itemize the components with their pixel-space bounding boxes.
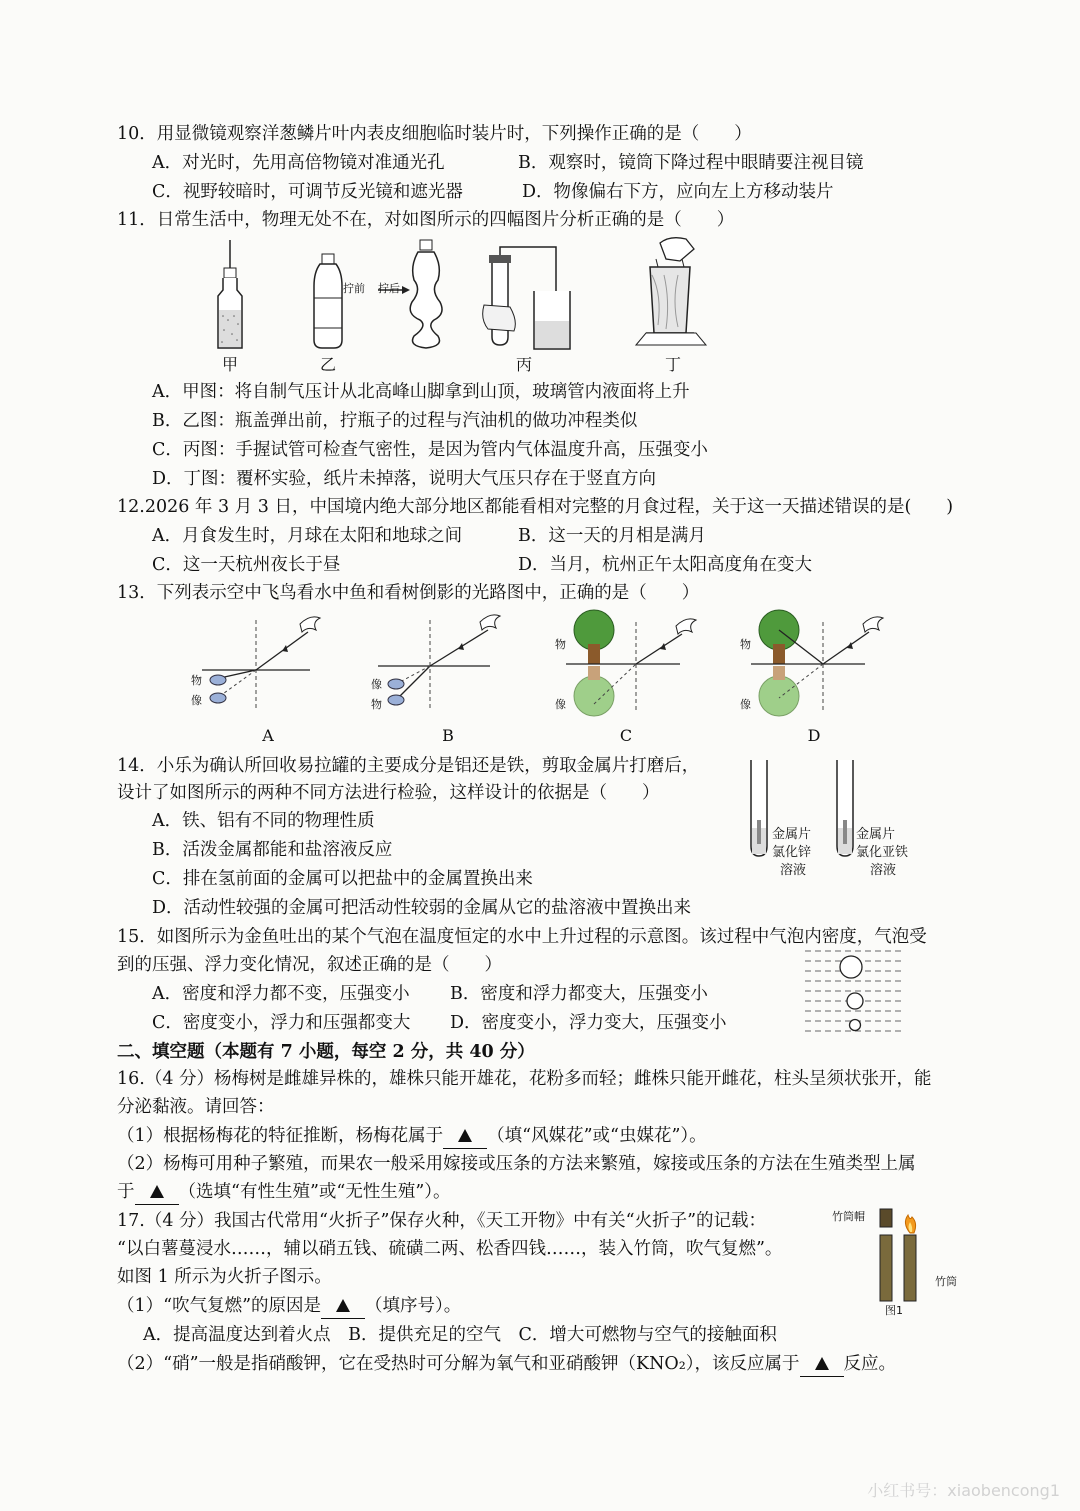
- q17-stem-line2: “以白薯蔓浸水……，辅以硝五钱、硫磺二两、松香四钱……，装入竹筒，吹气复燃”。: [117, 1239, 783, 1259]
- q15-option-b: B．密度和浮力都变大，压强变小: [450, 984, 708, 1004]
- q16-part1-suffix: （填“风媒花”或“虫媒花”）。: [487, 1126, 707, 1146]
- q11-before-label: 拧前: [343, 282, 365, 295]
- q10-option-b: B．观察时，镜筒下降过程中眼睛要注视目镜: [518, 153, 864, 173]
- q16-stem-line2: 分泌黏液。请回答：: [117, 1097, 275, 1117]
- q14-tube2-solution-label: 溶液: [870, 863, 897, 878]
- q16-part2-line1: （2）杨梅可用种子繁殖，而果农一般采用嫁接或压条的方法来繁殖，嫁接或压条的方法在生殖类型上属: [117, 1154, 916, 1174]
- q11-label-ding: 丁: [664, 355, 681, 374]
- q15-stem-line1: 15．如图所示为金鱼吐出的某个气泡在温度恒定的水中上升过程的示意图。该过程中气泡内密度，气泡受: [117, 927, 927, 947]
- q15-option-d: D．密度变小，浮力变大，压强变小: [450, 1013, 727, 1033]
- q10-option-d: D．物像偏右下方，应向左上方移动装片: [522, 182, 834, 202]
- q15-option-c: C．密度变小，浮力和压强都变大: [152, 1013, 411, 1033]
- q13-b-image: 像: [371, 678, 382, 691]
- q17-options: A．提高温度达到着火点 B．提供充足的空气 C．增大可燃物与空气的接触面积: [143, 1325, 777, 1345]
- q17-part1-blank: [321, 1294, 365, 1319]
- q15-bubble-diagram: [805, 945, 905, 1040]
- q17-fig-tube-label: 竹筒: [935, 1275, 957, 1288]
- q11-stem: 11．日常生活中，物理无处不在，对如图所示的四幅图片分析正确的是（ ）: [117, 210, 735, 230]
- q13-label-d: D: [807, 726, 821, 745]
- q10-stem: 10．用显微镜观察洋葱鳞片叶内表皮细胞临时装片时，下列操作正确的是（ ）: [117, 124, 752, 144]
- q13-a-object: 物: [191, 674, 202, 687]
- q11-label-jia: 甲: [221, 355, 238, 374]
- q16-part2-blank: [135, 1180, 179, 1205]
- answer-triangle-icon: [336, 1299, 350, 1312]
- q13-diagram-b: [370, 610, 520, 720]
- q10-option-a: A．对光时，先用高倍物镜对准通光孔: [152, 153, 445, 173]
- q16-part2-line2: [117, 1180, 451, 1205]
- q13-d-image: 像: [740, 698, 751, 711]
- q10-option-c: C．视野较暗时，可调节反光镜和遮光器: [152, 182, 463, 202]
- q16-part2-suffix: （选填“有性生殖”或“无性生殖”）。: [178, 1182, 451, 1202]
- q13-label-a: A: [262, 726, 274, 745]
- q17-fig-name: 图1: [885, 1304, 903, 1317]
- q13-label-b: B: [442, 726, 454, 745]
- q14-tube1-solution: 氯化锌: [772, 845, 812, 860]
- q17-part2: [117, 1352, 896, 1377]
- q17-fig-cap-label: 竹筒帽: [832, 1210, 865, 1223]
- q11-figure-jia: [210, 240, 250, 355]
- q11-figure-ding: [630, 235, 710, 350]
- q16-stem-line1: 16.（4 分）杨梅树是雌雄异株的，雄株只能开雄花，花粉多而轻；雌株只能开雌花，柱头呈须状张开，能: [117, 1069, 932, 1089]
- q13-d-object: 物: [740, 638, 751, 651]
- q14-tube2-metal: 金属片: [856, 827, 896, 842]
- q11-label-bing: 丙: [515, 355, 532, 374]
- q14-tube1-solution-label: 溶液: [780, 863, 807, 878]
- q13-b-object: 物: [371, 698, 382, 711]
- q17-part2-blank: [800, 1352, 844, 1377]
- q15-option-a: A．密度和浮力都不变，压强变小: [152, 984, 410, 1004]
- q16-part1-prefix: （1）根据杨梅花的特征推断，杨梅花属于: [117, 1126, 444, 1146]
- answer-triangle-icon: [815, 1357, 829, 1370]
- q11-label-yi: 乙: [319, 355, 336, 374]
- q12-option-a: A．月食发生时，月球在太阳和地球之间: [152, 526, 463, 546]
- answer-triangle-icon: [458, 1129, 472, 1142]
- q17-part2-prefix: （2）“硝”一般是指硝酸钾，它在受热时可分解为氧气和亚硝酸钾（KNO₂），该反应属于: [117, 1354, 800, 1374]
- q13-a-image: 像: [191, 694, 202, 707]
- q11-figure-yi: [310, 240, 460, 355]
- q17-part2-suffix: 反应。: [843, 1354, 897, 1374]
- q13-stem: 13．下列表示空中飞鸟看水中鱼和看树倒影的光路图中，正确的是（ ）: [117, 583, 700, 603]
- q14-stem-line1: 14．小乐为确认所回收易拉罐的主要成分是铝还是铁，剪取金属片打磨后，: [117, 756, 700, 776]
- q11-option-a: A．甲图：将自制气压计从北高峰山脚拿到山顶，玻璃管内液面将上升: [152, 382, 690, 402]
- q17-part1-suffix: （填序号）。: [365, 1296, 462, 1316]
- q12-option-c: C．这一天杭州夜长于昼: [152, 555, 341, 575]
- q12-option-d: D．当月，杭州正午太阳高度角在变大: [518, 555, 813, 575]
- q13-diagram-c: [560, 608, 710, 723]
- q11-figure-bing: [480, 245, 570, 355]
- q16-part1-blank: [443, 1124, 487, 1149]
- q17-stem-line1: 17.（4 分）我国古代常用“火折子”保存火种，《天工开物》中有关“火折子”的记载：: [117, 1211, 767, 1231]
- q14-option-b: B．活泼金属都能和盐溶液反应: [152, 840, 393, 860]
- q13-diagram-a: [190, 610, 340, 720]
- q13-c-object: 物: [555, 638, 566, 651]
- q13-label-c: C: [619, 726, 633, 745]
- answer-triangle-icon: [150, 1185, 164, 1198]
- q17-fire-tube-figure: [870, 1205, 930, 1305]
- q14-option-d: D．活动性较强的金属可把活动性较弱的金属从它的盐溶液中置换出来: [152, 898, 692, 918]
- q14-option-c: C．排在氢前面的金属可以把盐中的金属置换出来: [152, 869, 533, 889]
- watermark: 小红书号：xiaobencong1: [867, 1481, 1060, 1500]
- section2-heading: 二、填空题（本题有 7 小题，每空 2 分，共 40 分）: [117, 1042, 535, 1062]
- q11-option-b: B．乙图：瓶盖弹出前，拧瓶子的过程与汽油机的做功冲程类似: [152, 411, 638, 431]
- q13-c-image: 像: [555, 698, 566, 711]
- q11-option-c: C．丙图：手握试管可检查气密性，是因为管内气体温度升高，压强变小: [152, 440, 708, 460]
- q13-diagram-d: [745, 608, 895, 723]
- q16-part1: [117, 1124, 707, 1149]
- q11-after-label: 拧后: [378, 282, 400, 295]
- q17-part1: [117, 1294, 461, 1319]
- q12-stem: 12.2026 年 3 月 3 日，中国境内绝大部分地区都能看相对完整的月食过程，关于这一天描述错误的是( ): [117, 497, 954, 517]
- q15-stem-line2: 到的压强、浮力变化情况，叙述正确的是（ ）: [117, 955, 502, 975]
- q14-option-a: A．铁、铝有不同的物理性质: [152, 811, 375, 831]
- q17-part1-prefix: （1）“吹气复燃”的原因是: [117, 1296, 322, 1316]
- q17-stem-line3: 如图 1 所示为火折子图示。: [117, 1267, 332, 1287]
- q12-option-b: B．这一天的月相是满月: [518, 526, 706, 546]
- q14-tube1-metal: 金属片: [772, 827, 812, 842]
- q16-part2-prefix: 于: [117, 1182, 135, 1202]
- q11-option-d: D．丁图：覆杯实验，纸片未掉落，说明大气压只存在于竖直方向: [152, 469, 657, 489]
- q14-stem-line2: 设计了如图所示的两种不同方法进行检验，这样设计的依据是（ ）: [117, 783, 660, 803]
- q14-tube2-solution: 氯化亚铁: [856, 845, 909, 860]
